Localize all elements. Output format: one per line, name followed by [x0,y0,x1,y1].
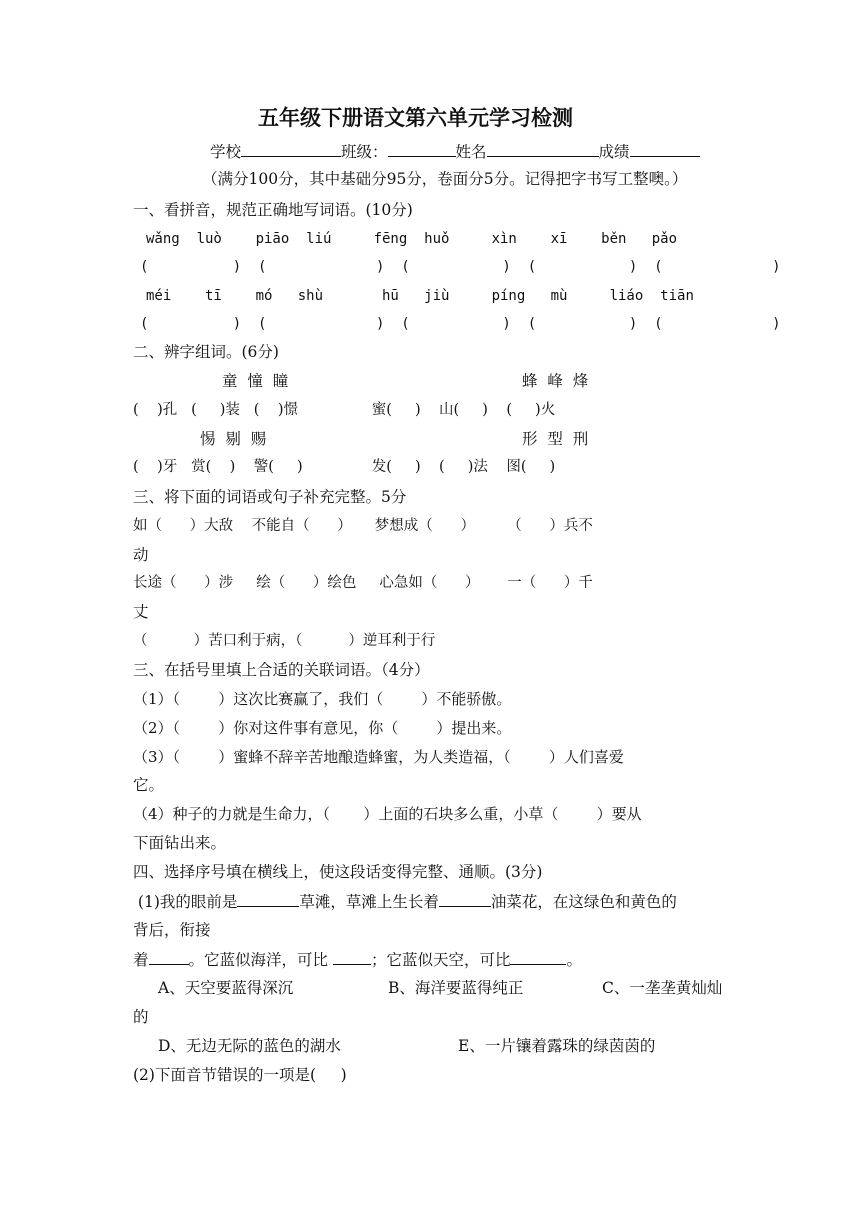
fill-text: 着 [133,951,149,969]
class-blank[interactable] [388,141,456,157]
conjunction-q4-wrap: 下面钻出来。 [133,834,227,852]
score-label: 成绩 [598,143,630,161]
option-d: D、无边无际的蓝色的湖水 [158,1037,341,1055]
school-label: 学校 [210,143,242,161]
page-title: 五年级下册语文第六单元学习检测 [258,105,573,130]
fill-text: 。 [566,951,582,969]
fill-text: 。它蓝似海洋，可比 [188,951,333,969]
exam-note: （满分100分，其中基础分95分，卷面分5分。记得把字书写工整噢。） [202,170,688,188]
school-blank[interactable] [241,141,341,157]
conjunction-q3-wrap: 它。 [133,776,165,794]
conjunction-q4[interactable]: （4）种子的力就是生命力，（ ）上面的石块多么重，小草（ ）要从 [133,805,642,823]
option-c: C、一垄垄黄灿灿 [602,979,723,997]
answer-brackets-row-1[interactable]: ( ) ( ) ( ) ( ) ( ) [140,259,781,275]
fill-text: 油菜花，在这绿色和黄色的 [490,893,677,911]
pinyin-question-2[interactable]: (2)下面音节错误的一项是( ) [133,1066,347,1084]
fill-paragraph-wrap: 背后，衔接 [133,921,211,939]
answer-brackets-row-2[interactable]: ( ) ( ) ( ) ( ) ( ) [140,316,781,332]
class-label: 班级： [341,143,388,161]
pinyin-row-2: méi tī mó shù hū jiù píng mù liáo tiān [146,288,694,304]
word-building-row-2[interactable]: ( )牙 赏( ) 警( ) 发( ) ( )法 图( ) [133,459,556,475]
word-building-row-1[interactable]: ( )孔 ( )装 ( )憬 蜜( ) 山( ) ( )火 [133,402,556,418]
char-group-2-right: 形 型 刑 [522,430,589,448]
idiom-row-1[interactable]: 如（ ）大敌 不能自（ ） 梦想成（ ） （ ）兵不 [133,518,593,534]
proverb-row[interactable]: （ ）苦口利于病，（ ）逆耳利于行 [133,633,436,649]
student-info-line [210,141,700,162]
name-label: 姓名 [455,143,487,161]
fill-blank-1[interactable] [237,891,299,907]
option-a: A、天空要蓝得深沉 [158,979,294,997]
idiom-row-2-wrap: 丈 [133,603,149,621]
pinyin-row-1: wǎng luò piāo liú fēng huǒ xìn xī běn pǎo [146,231,678,247]
section-3-heading: 三、将下面的词语或句子补充完整。5分 [133,488,407,506]
fill-paragraph-line-2 [133,949,582,970]
fill-text: (1)我的眼前是 [133,893,238,911]
score-blank[interactable] [630,141,700,157]
conjunction-q3[interactable]: （3）（ ）蜜蜂不辞辛苦地酿造蜂蜜，为人类造福，（ ）人们喜爱 [133,748,624,766]
option-c-wrap: 的 [133,1008,149,1026]
fill-blank-3[interactable] [149,949,189,965]
fill-text: ；它蓝似天空，可比 [370,951,511,969]
fill-blank-5[interactable] [510,949,566,965]
fill-blank-4[interactable] [333,949,371,965]
section-4-heading: 三、在括号里填上合适的关联词语。（4分） [133,661,430,679]
fill-text: 草滩，草滩上生长着 [299,893,439,911]
conjunction-q2[interactable]: （2）（ ）你对这件事有意见，你（ ）提出来。 [133,719,512,737]
fill-blank-2[interactable] [439,891,491,907]
char-group-1-right: 蜂 峰 烽 [522,372,589,390]
idiom-row-1-wrap: 动 [133,546,149,564]
section-1-heading: 一、看拼音，规范正确地写词语。(10分) [133,201,413,219]
conjunction-q1[interactable]: （1）（ ）这次比赛赢了，我们（ ）不能骄傲。 [133,690,512,708]
section-5-heading: 四、选择序号填在横线上，使这段话变得完整、通顺。(3分) [133,863,543,881]
fill-paragraph-line-1 [133,891,677,912]
name-blank[interactable] [487,141,599,157]
char-group-2-left: 惕 剔 赐 [200,430,267,448]
section-2-heading: 二、辨字组词。(6分) [133,343,279,361]
option-b: B、海洋要蓝得纯正 [388,979,524,997]
char-group-1-left: 童 憧 瞳 [222,372,289,390]
option-e: E、一片镶着露珠的绿茵茵的 [458,1037,656,1055]
idiom-row-2[interactable]: 长途（ ）涉 绘（ ）绘色 心急如（ ） 一（ ）千 [133,575,593,591]
